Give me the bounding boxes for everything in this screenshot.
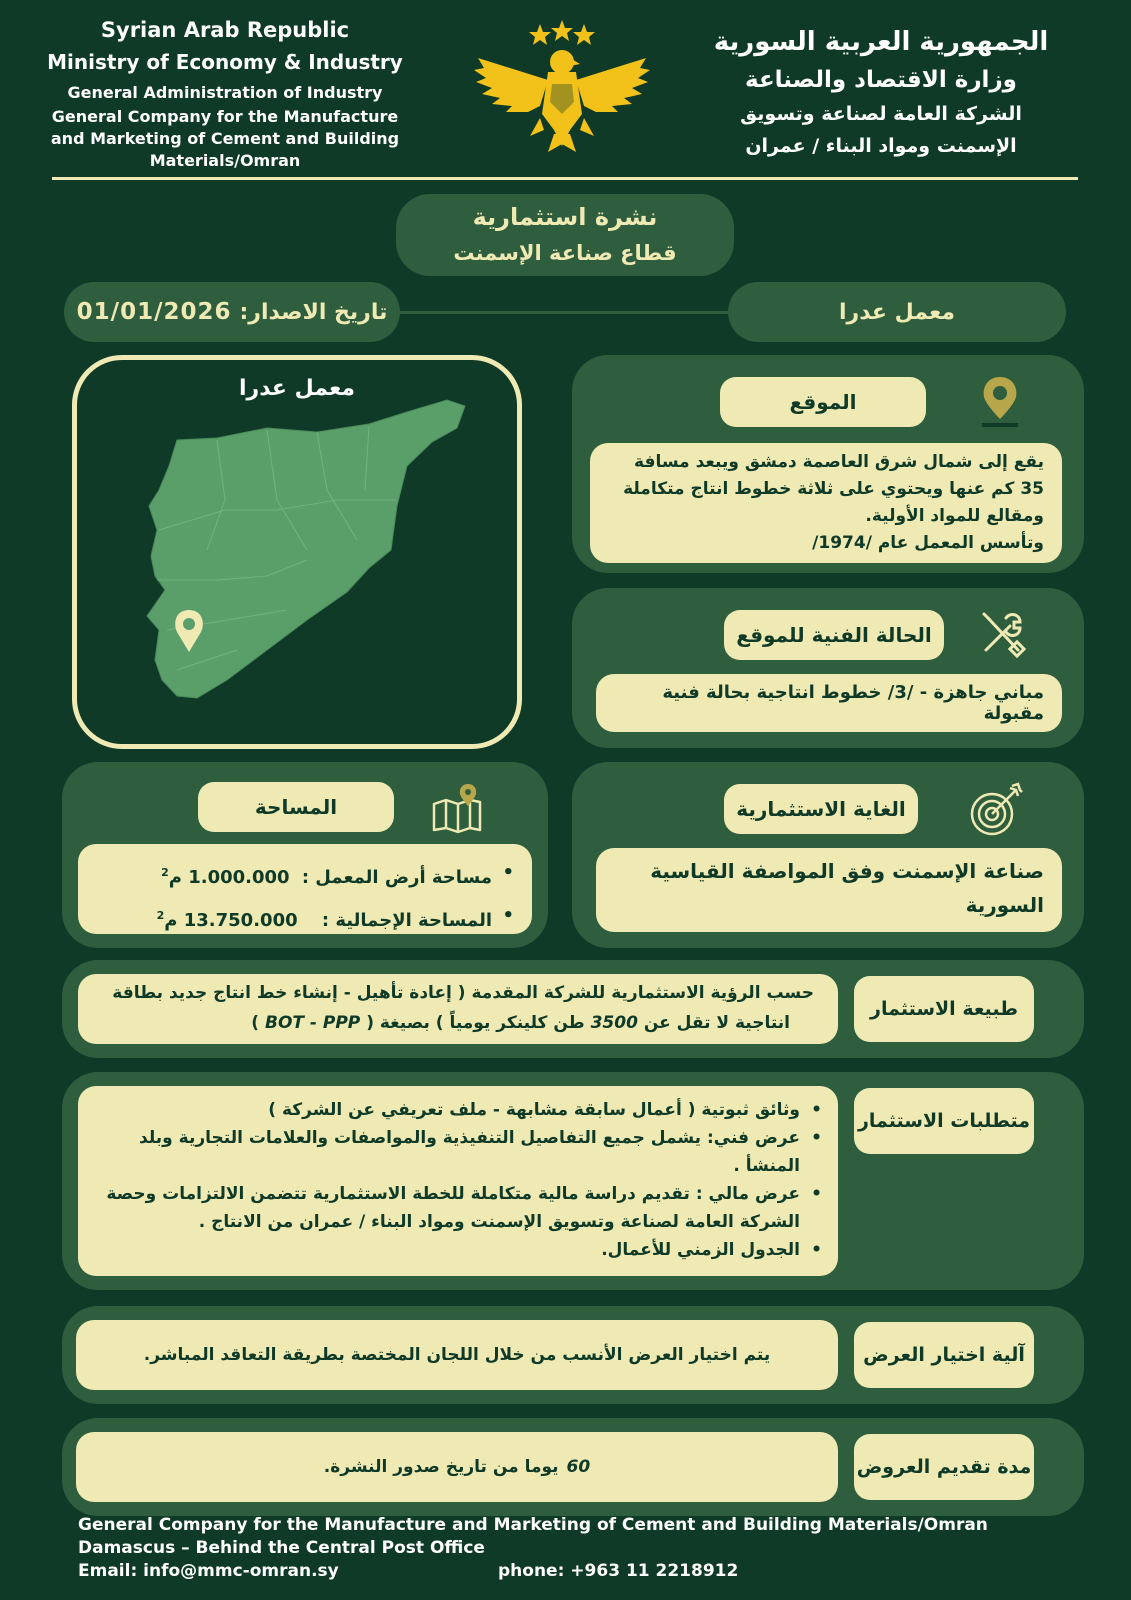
nature-line-2c: طن كلينكر يومياً ) بصيغة ( — [366, 1013, 585, 1033]
location-line-2: 35 كم عنها ويحتوي على ثلاثة خطوط انتاج متكاملة — [623, 479, 1044, 499]
issue-date-label: تاريخ الاصدار: — [239, 299, 388, 325]
header-ar-country: الجمهورية العربية السورية — [713, 27, 1049, 57]
header-en-country: Syrian Arab Republic — [100, 18, 350, 42]
map-title: معمل عدرا — [238, 376, 356, 401]
target-icon — [968, 782, 1024, 838]
requirements-list — [78, 1086, 838, 1276]
technical-panel — [572, 588, 1084, 748]
footer-phone: phone: +963 11 2218912 — [498, 1561, 739, 1581]
header-arabic — [691, 22, 1071, 162]
requirement-item-1: • وثائق ثبوتية ( أعمال سابقة مشابهة - ملف تعريفي عن الشركة ) — [88, 1096, 826, 1124]
purpose-panel — [572, 762, 1084, 948]
nature-title: طبيعة الاستثمار — [854, 976, 1034, 1042]
requirements-title: متطلبات الاستثمار — [854, 1088, 1034, 1154]
duration-panel — [62, 1418, 1084, 1516]
purpose-line-2: السورية — [965, 893, 1044, 917]
footer — [78, 1514, 1078, 1583]
purpose-title: الغاية الاستثمارية — [724, 784, 918, 834]
area-title: المساحة — [198, 782, 394, 832]
area-list — [78, 844, 532, 934]
area-total-label: المساحة الإجمالية : — [321, 910, 492, 931]
area-land-value: 1.000.000 — [188, 867, 290, 888]
golden-eagle-emblem-icon — [470, 18, 654, 158]
nature-line-1: حسب الرؤية الاستثمارية للشركة المقدمة ( إعادة تأهيل - إنشاء خط انتاج جديد بطاقة — [112, 983, 814, 1003]
factory-name-pill: معمل عدرا — [728, 282, 1066, 342]
issue-date-pill — [64, 282, 400, 342]
area-panel — [62, 762, 548, 948]
map-icon — [430, 782, 484, 834]
issue-date-value: 01/01/2026 — [76, 299, 232, 325]
area-total-value: 13.750.000 — [183, 910, 298, 931]
tools-icon — [976, 608, 1028, 660]
technical-title: الحالة الفنية للموقع — [724, 610, 944, 660]
selection-text: يتم اختيار العرض الأنسب من خلال اللجان المختصة بطريقة التعاقد المباشر. — [76, 1320, 838, 1390]
selection-panel — [62, 1306, 1084, 1404]
duration-days: 60 — [566, 1457, 591, 1477]
nature-line-2 — [88, 1008, 790, 1038]
nature-text — [78, 974, 838, 1044]
location-line-3: ومقالع للمواد الأولية. — [865, 506, 1044, 526]
requirement-item-3: • عرض مالي : تقديم دراسة مالية متكاملة للخطة الاستثمارية تتضمن الالتزامات وحصة الشركة العامة لصناعة وتسويق الإسمنت ومواد البناء / عمران من الانتاج . — [88, 1180, 826, 1236]
header-en-administration: General Administration of Industry — [67, 83, 383, 102]
nature-line-2e: ) — [251, 1013, 260, 1033]
bulletin-title — [396, 194, 734, 276]
area-land-unit: م — [168, 867, 182, 888]
nature-capacity: 3500 — [590, 1013, 638, 1033]
technical-text: مباني جاهزة - /3/ خطوط انتاجية بحالة فنية مقبولة — [596, 674, 1062, 732]
syria-map — [107, 380, 487, 720]
duration-text — [76, 1432, 838, 1502]
purpose-text — [596, 848, 1062, 932]
location-pin-icon — [978, 375, 1022, 429]
location-line-4: وتأسس المعمل عام /1974/ — [812, 533, 1044, 553]
nature-panel — [62, 960, 1084, 1058]
location-panel — [572, 355, 1084, 573]
duration-text-rest: يوما من تاريخ صدور النشرة. — [323, 1457, 559, 1477]
bulletin-title-sector: قطاع صناعة الإسمنت — [453, 241, 677, 265]
nature-line-2a: انتاجية لا تقل عن — [643, 1013, 790, 1033]
bulletin-title-main: نشرة استثمارية — [472, 203, 658, 231]
purpose-line-1: صناعة الإسمنت وفق المواصفة القياسية — [650, 859, 1044, 883]
header-en-company: General Company for the Manufacture and Marketing of Cement and Building Materials/Omran — [50, 107, 400, 170]
nature-scheme: BOT - PPP — [264, 1013, 361, 1033]
header-en-ministry: Ministry of Economy & Industry — [47, 50, 403, 74]
area-total-sup: 2 — [156, 909, 165, 922]
header-ar-ministry: وزارة الاقتصاد والصناعة — [745, 67, 1017, 93]
location-line-1: يقع إلى شمال شرق العاصمة دمشق ويبعد مسافة — [634, 452, 1044, 472]
header-english — [40, 14, 410, 172]
area-total-unit: م — [164, 910, 178, 931]
map-frame — [72, 355, 522, 749]
area-land-sup: 2 — [161, 866, 169, 879]
requirement-item-2: • عرض فني: يشمل جميع التفاصيل التنفيذية والمواصفات والعلامات التجارية وبلد المنشأ . — [88, 1124, 826, 1180]
footer-company: General Company for the Manufacture and Marketing of Cement and Building Materials/Omran — [78, 1515, 988, 1535]
area-land-label: مساحة أرض المعمل : — [301, 867, 492, 888]
header-ar-company-2: الإسمنت ومواد البناء / عمران — [745, 135, 1017, 157]
header-ar-company-1: الشركة العامة لصناعة وتسويق — [740, 103, 1022, 125]
header-divider — [52, 177, 1078, 180]
requirements-panel — [62, 1072, 1084, 1290]
footer-address: Damascus – Behind the Central Post Office — [78, 1538, 485, 1558]
location-text — [590, 443, 1062, 563]
pill-connector — [400, 311, 728, 314]
selection-title: آلية اختيار العرض — [854, 1322, 1034, 1388]
area-item-land: • مساحة أرض المعمل : 1.000.000 م$^2$ — [161, 862, 514, 888]
footer-email: Email: info@mmc-omran.sy — [78, 1561, 339, 1581]
location-title: الموقع — [720, 377, 926, 427]
area-item-total: • المساحة الإجمالية : 13.750.000 م$^2$ — [156, 905, 514, 931]
duration-title: مدة تقديم العروض — [854, 1434, 1034, 1500]
requirement-item-4: • الجدول الزمني للأعمال. — [88, 1236, 826, 1264]
